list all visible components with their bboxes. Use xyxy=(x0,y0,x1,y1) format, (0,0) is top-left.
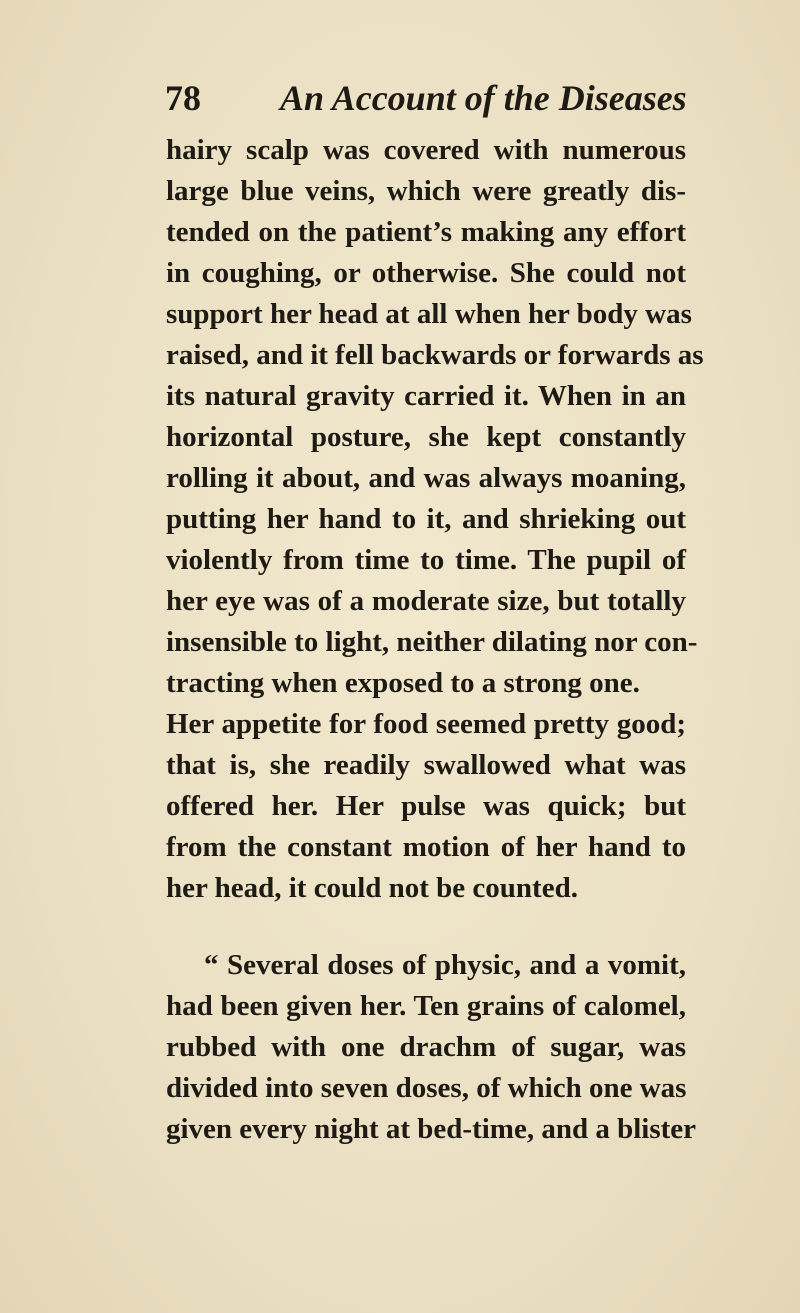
text-line: given every night at bed-time, and a blister xyxy=(166,1113,697,1145)
text-line: “ Several doses of physic, and a vomit, xyxy=(204,949,686,981)
text-line: putting her hand to it, and shrieking out xyxy=(166,503,686,535)
paragraph-2 xyxy=(166,945,697,1150)
text-line: her eye was of a moderate size, but totally xyxy=(166,585,686,617)
text-line: insensible to light, neither dilating nor con- xyxy=(166,626,698,658)
running-title: An Account of the Diseases xyxy=(280,78,687,118)
text-line: had been given her. Ten grains of calomel, xyxy=(166,990,686,1022)
text-line: its natural gravity carried it. When in an xyxy=(166,380,686,412)
paragraph-1 xyxy=(166,130,704,909)
text-line: rubbed with one drachm of sugar, was xyxy=(166,1031,686,1063)
text-line: tracting when exposed to a strong one. xyxy=(166,667,640,699)
text-line: support her head at all when her body was xyxy=(166,298,692,330)
text-line: rolling it about, and was always moaning, xyxy=(166,462,686,494)
page-number: 78 xyxy=(165,78,201,118)
body-text xyxy=(166,130,704,1150)
paragraph-gap xyxy=(166,909,686,945)
running-head xyxy=(165,78,687,128)
text-line: divided into seven doses, of which one was xyxy=(166,1072,687,1104)
text-line: in coughing, or otherwise. She could not xyxy=(166,257,686,289)
text-line: her head, it could not be counted. xyxy=(166,872,578,904)
text-line: Her appetite for food seemed pretty good; xyxy=(166,708,686,740)
text-line: large blue veins, which were greatly dis- xyxy=(166,175,686,207)
text-line: horizontal posture, she kept constantly xyxy=(166,421,686,453)
text-line: that is, she readily swallowed what was xyxy=(166,749,686,781)
text-line: hairy scalp was covered with numerous xyxy=(166,134,686,166)
text-line: from the constant motion of her hand to xyxy=(166,831,686,863)
text-line: violently from time to time. The pupil of xyxy=(166,544,686,576)
text-line: tended on the patient’s making any effort xyxy=(166,216,686,248)
text-line: raised, and it fell backwards or forwards as xyxy=(166,339,704,371)
text-line: offered her. Her pulse was quick; but xyxy=(166,790,686,822)
